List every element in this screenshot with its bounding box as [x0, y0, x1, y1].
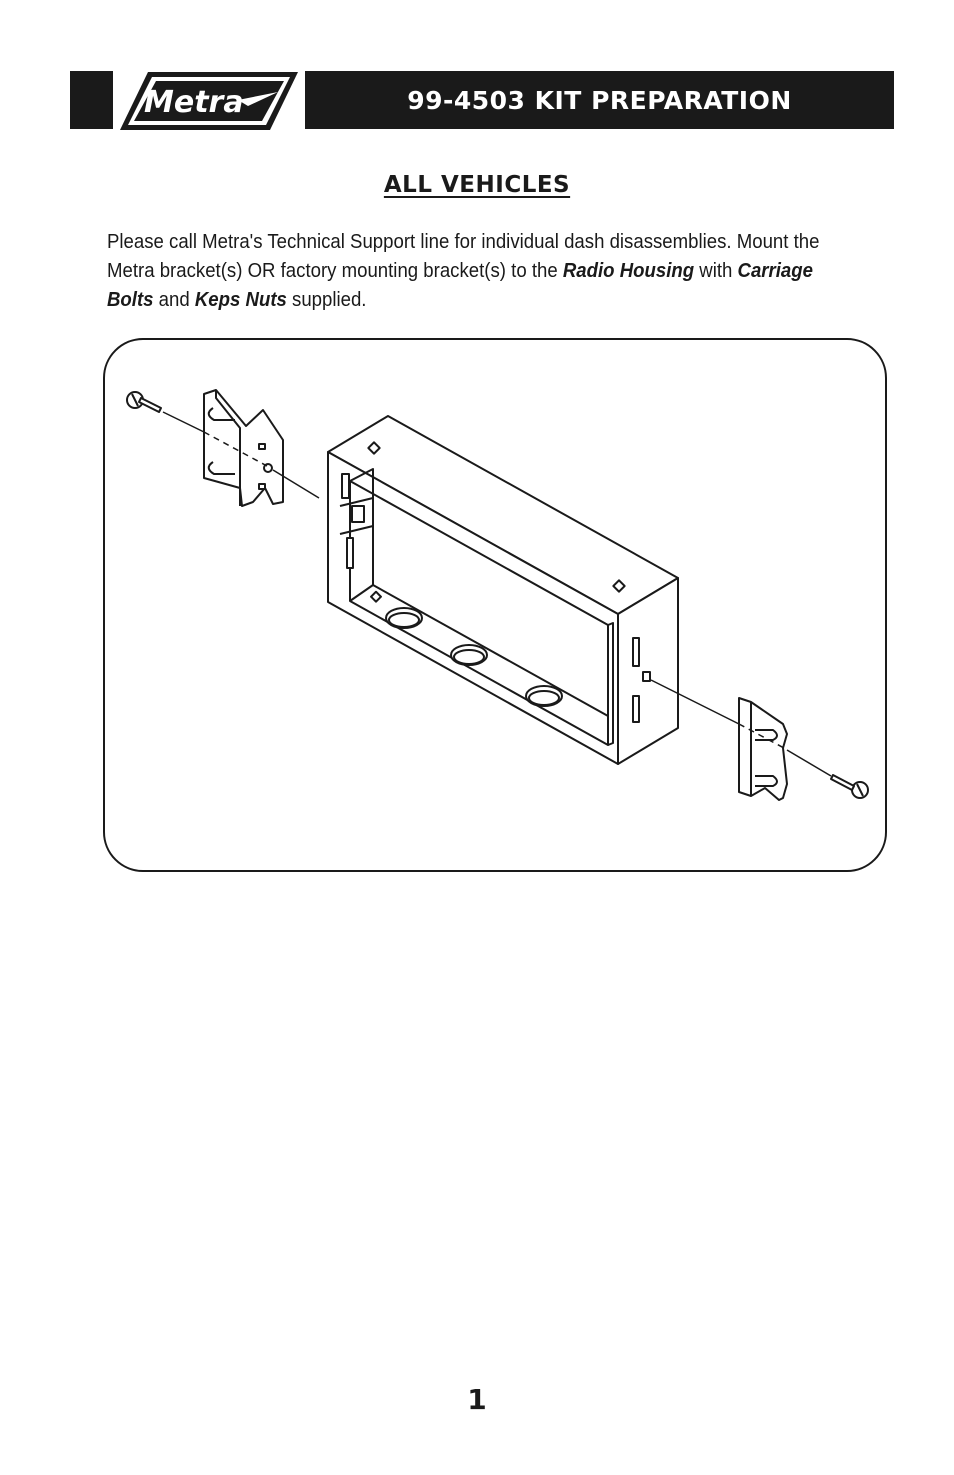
instructions-text-3: and [153, 289, 195, 311]
instructions-text-1: Please call Metra's Technical Support line for individual dash disassemblies. Mount the Metra bracket(s) OR factory mounting bracket(s) to the [107, 231, 820, 282]
title-bar [305, 71, 894, 129]
page-title: 99-4503 KIT PREPARATION [407, 85, 792, 115]
instructions-text-4: supplied. [286, 289, 367, 311]
right-mounting-bracket [739, 698, 787, 800]
section-heading [0, 172, 954, 198]
page-number: 1 [467, 1383, 487, 1416]
keps-nuts-term: Keps Nuts [194, 289, 287, 311]
left-mounting-bracket [204, 390, 283, 506]
radio-housing-assembly-illustration [103, 338, 887, 872]
header-left-block [70, 71, 113, 129]
radio-housing-term: Radio Housing [562, 260, 695, 282]
carriage-bolts-term: Carriage Bolts [107, 260, 813, 311]
instructions-text-2: with [694, 260, 738, 282]
metra-logo [118, 70, 300, 132]
section-heading-text: ALL VEHICLES [383, 172, 571, 198]
svg-text:Metra: Metra [144, 85, 244, 120]
instructions-paragraph [107, 228, 842, 315]
